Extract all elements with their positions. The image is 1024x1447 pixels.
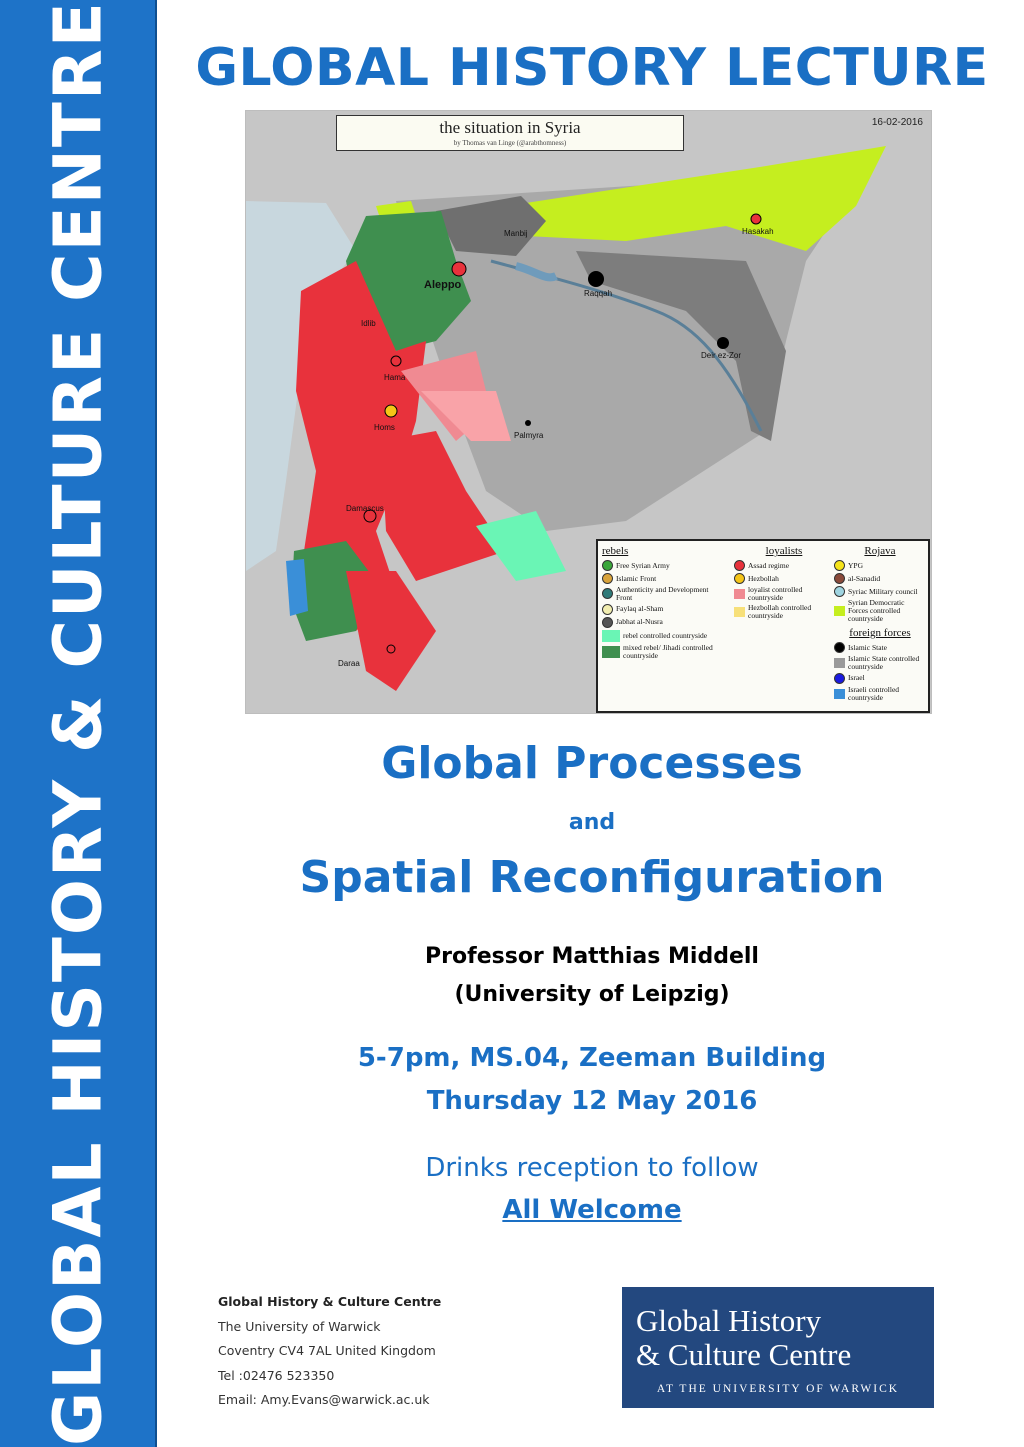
all-welcome: All Welcome bbox=[502, 1195, 682, 1225]
centre-logo bbox=[622, 1287, 934, 1408]
map-city-marker bbox=[452, 262, 466, 276]
legend-loyalists bbox=[734, 545, 834, 622]
contact-name: Global History & Culture Centre bbox=[218, 1294, 442, 1309]
legend-item: Islamic State controlled countryside bbox=[834, 655, 926, 671]
legend-item: Assad regime bbox=[734, 560, 834, 571]
contact-line2: Coventry CV4 7AL United Kingdom bbox=[218, 1343, 436, 1358]
logo-line1: Global History bbox=[636, 1303, 822, 1338]
contact-email: Email: Amy.Evans@warwick.ac.uk bbox=[218, 1392, 430, 1407]
speaker-name: Professor Matthias Middell bbox=[425, 944, 759, 969]
speaker-affiliation: (University of Leipzig) bbox=[454, 982, 730, 1007]
map-title-box bbox=[336, 115, 684, 151]
legend-item: loyalist controlled countryside bbox=[734, 586, 834, 602]
logo-line3: AT THE UNIVERSITY OF WARWICK bbox=[656, 1383, 900, 1395]
event-title-line1: Global Processes bbox=[381, 738, 803, 789]
legend-rebels-heading: rebels bbox=[602, 545, 629, 557]
legend-loyalists-heading: loyalists bbox=[765, 545, 803, 557]
map-label-raqqah: Raqqah bbox=[584, 289, 613, 298]
map-label-manbij: Manbij bbox=[504, 229, 528, 238]
legend-item: Hezbollah controlled countryside bbox=[734, 604, 834, 620]
event-time-place: 5-7pm, MS.04, Zeeman Building bbox=[357, 1043, 827, 1073]
legend-rebels bbox=[602, 545, 714, 662]
map-city-marker bbox=[717, 337, 729, 349]
map-label-damascus: Damascus bbox=[346, 504, 384, 513]
event-title-line2: Spatial Reconfiguration bbox=[299, 852, 885, 903]
legend-item: Islamic Front bbox=[602, 573, 714, 584]
map-credit: by Thomas van Linge (@arabthomness) bbox=[453, 139, 567, 147]
legend-item: Syriac Military council bbox=[834, 586, 926, 597]
map-city-marker bbox=[387, 645, 395, 653]
map-city-marker bbox=[751, 214, 761, 224]
map-city-marker bbox=[385, 405, 397, 417]
map-label-idlib: Idlib bbox=[361, 319, 376, 328]
map-date: 16-02-2016 bbox=[871, 117, 923, 128]
contact-tel: Tel :02476 523350 bbox=[218, 1367, 335, 1383]
legend-item: Syrian Democratic Forces controlled countryside bbox=[834, 599, 926, 623]
map-label-palmyra: Palmyra bbox=[514, 431, 544, 440]
map-label-homs: Homs bbox=[374, 423, 395, 432]
sidebar-title: GLOBAL HISTORY & CULTURE CENTRE bbox=[39, 0, 117, 1446]
legend-item: Israeli controlled countryside bbox=[834, 686, 926, 702]
legend-item: Hezbollah bbox=[734, 573, 834, 584]
legend-rojava bbox=[834, 545, 926, 625]
legend-item: YPG bbox=[834, 560, 926, 571]
map-title: the situation in Syria bbox=[439, 118, 581, 137]
map-city-marker bbox=[391, 356, 401, 366]
legend-item: al-Sanadid bbox=[834, 573, 926, 584]
map-legend bbox=[596, 539, 930, 713]
map-city-marker bbox=[525, 420, 531, 426]
map-city-marker bbox=[588, 271, 604, 287]
map-label-hama: Hama bbox=[384, 373, 406, 382]
page-title: GLOBAL HISTORY LECTURE bbox=[195, 38, 989, 98]
map-label-daraa: Daraa bbox=[338, 659, 360, 668]
legend-foreign-forces bbox=[834, 627, 926, 704]
logo-line2: & Culture Centre bbox=[636, 1337, 852, 1372]
legend-item: mixed rebel/ Jihadi controlled countryside bbox=[602, 644, 714, 660]
legend-item: Israel bbox=[834, 673, 926, 684]
sidebar-banner bbox=[0, 0, 157, 1447]
map-label-aleppo: Aleppo bbox=[424, 279, 462, 291]
map-label-hasakah: Hasakah bbox=[742, 227, 774, 236]
legend-rojava-heading: Rojava bbox=[864, 545, 896, 557]
contact-block bbox=[218, 1290, 441, 1413]
legend-item: Free Syrian Army bbox=[602, 560, 714, 571]
legend-item: Islamic State bbox=[834, 642, 926, 653]
event-title-and: and bbox=[568, 810, 616, 835]
drinks-note: Drinks reception to follow bbox=[425, 1153, 759, 1183]
legend-foreign-heading: foreign forces bbox=[849, 627, 911, 639]
legend-item: rebel controlled countryside bbox=[602, 630, 714, 642]
syria-map bbox=[245, 110, 932, 714]
map-label-deir-ez-zor: Deir ez-Zor bbox=[701, 351, 742, 360]
legend-item: Authenticity and Development Front bbox=[602, 586, 714, 602]
contact-line1: The University of Warwick bbox=[218, 1318, 381, 1334]
legend-item: Faylaq al-Sham bbox=[602, 604, 714, 615]
legend-item: Jabhat al-Nusra bbox=[602, 617, 714, 628]
event-date: Thursday 12 May 2016 bbox=[426, 1086, 758, 1116]
